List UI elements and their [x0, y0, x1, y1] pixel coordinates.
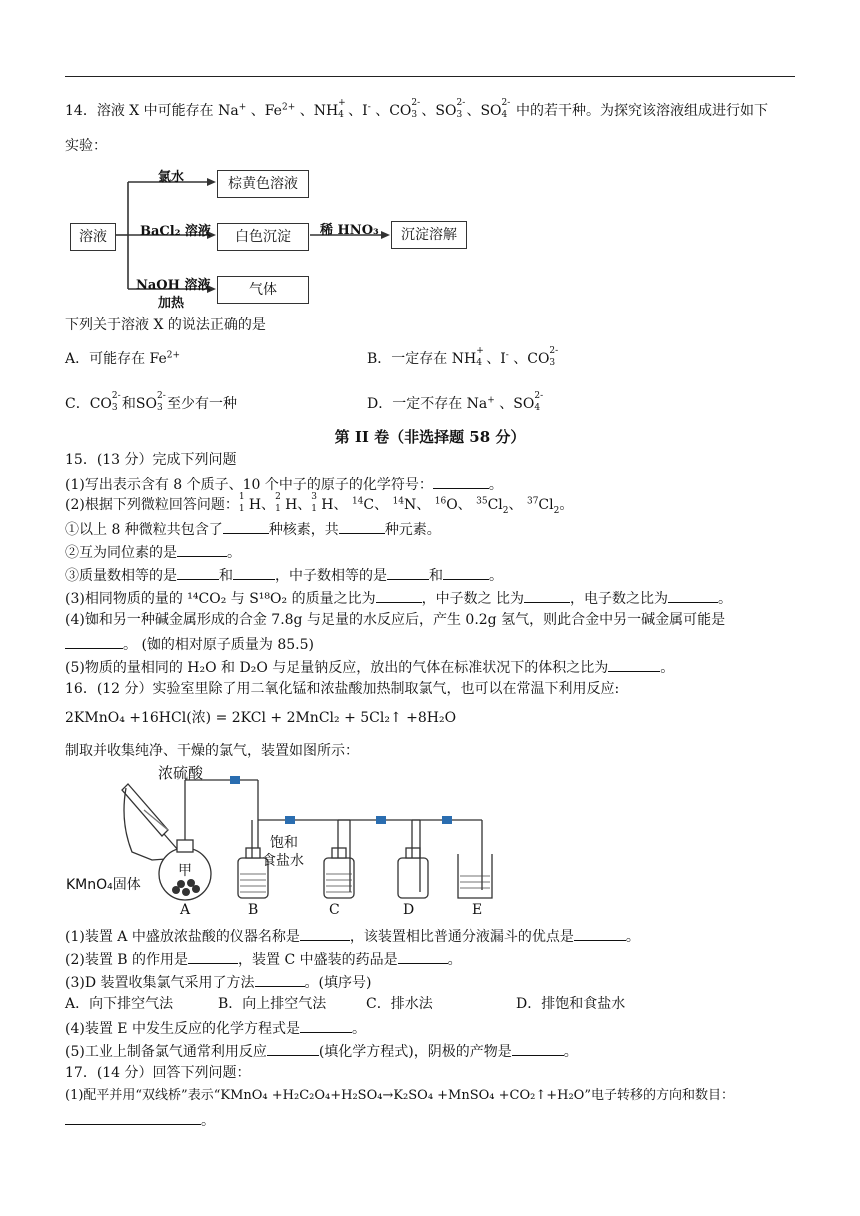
- q17-p1-cont: 。: [65, 1112, 215, 1128]
- q16-head: 16．(12 分）实验室里除了用二氧化锰和浓盐酸加热制取氯气，也可以在常温下利用反应:: [65, 681, 620, 697]
- answer-blank[interactable]: [300, 1020, 352, 1033]
- apparatus-label-a: A: [180, 902, 191, 918]
- flow-result1-box: 棕黄色溶液: [217, 170, 309, 198]
- apparatus-label-d: D: [403, 902, 415, 918]
- q14-stem: 14．溶液 X 中可能存在 Na+ 、$Fe^{2+}$ 、NH + 4 、I- 、CO 2- 3 、SO 2- 3 、SO 2- 4 中的若干种。为探究该溶液组成进行如下: [65, 98, 768, 120]
- q16-p3-option-c[interactable]: C．排水法: [366, 996, 433, 1012]
- q16-p2: (2)装置 B 的作用是 ，装置 C 中盛装的药品是 。: [65, 952, 462, 968]
- header-rule: [65, 76, 795, 77]
- answer-blank[interactable]: [443, 567, 489, 580]
- flow-reagent4b: 加热: [158, 296, 185, 311]
- q15-head: 15．(13 分）完成下列问题: [65, 452, 237, 468]
- q15-p4: (4)铷和另一种碱金属形成的合金 7.8g 与足量的水反应后，产生 0.2g 氢气，则此合金中另一碱金属可能是: [65, 612, 726, 628]
- flow-reagent4a: NaOH 溶液: [136, 278, 211, 293]
- answer-blank[interactable]: [267, 1043, 319, 1056]
- flow-reagent2: BaCl₂ 溶液: [140, 224, 211, 239]
- q16-p4: (4)装置 E 中发生反应的化学方程式是 。: [65, 1021, 366, 1037]
- flow-result4-box: 气体: [217, 276, 309, 304]
- q15-p2a: ①以上 8 种微粒共包含了 种核素，共 种元素。: [65, 522, 441, 538]
- q15-p3: (3)相同物质的量的 ¹⁴CO₂ 与 S¹⁸O₂ 的质量之比为 ，中子数之 比为 ，电子数之比为 。: [65, 591, 733, 607]
- q15-p2: (2)根据下列微粒回答问题： 1 1 H、 2 1 H、 3 1 H、 $^{14}$C、 $^{14}$N、 $^{16}$O、 $^{35}Cl_2$、 $^{37}Cl_2$。: [65, 492, 574, 516]
- apparatus-label-c: C: [329, 902, 340, 918]
- q14-stem-cont: 实验：: [65, 138, 107, 154]
- q14-question: 下列关于溶液 X 的说法正确的是: [65, 317, 266, 333]
- q15-p2b: ②互为同位素的是 。: [65, 545, 241, 561]
- answer-blank[interactable]: [376, 590, 422, 603]
- q14-option-c[interactable]: C．CO 2- 3 和SO 2- 3 至少有一种: [65, 391, 237, 413]
- answer-blank[interactable]: [65, 636, 123, 649]
- answer-blank[interactable]: [524, 590, 570, 603]
- q16-p3: (3)D 装置收集氯气采用了方法 。(填序号): [65, 975, 372, 991]
- q17-head: 17．(14 分）回答下列问题：: [65, 1065, 251, 1081]
- answer-blank[interactable]: [65, 1112, 201, 1125]
- q16-p5: (5)工业上制备氯气通常利用反应 (填化学方程式)，阴极的产物是 。: [65, 1044, 578, 1060]
- q16-p3-option-b[interactable]: B．向上排空气法: [218, 996, 327, 1012]
- apparatus-brine-label-1: 饱和: [270, 835, 298, 851]
- q16-p3-option-a[interactable]: A．向下排空气法: [65, 996, 174, 1012]
- flow-result3-box: 沉淀溶解: [391, 221, 467, 249]
- flow-reagent1: 氯水: [158, 170, 185, 185]
- answer-blank[interactable]: [300, 928, 350, 941]
- q15-p5: (5)物质的量相同的 H₂O 和 D₂O 与足量钠反应，放出的气体在标准状况下的体积之比为 。: [65, 660, 675, 676]
- flow-result2-box: 白色沉淀: [217, 223, 309, 251]
- answer-blank[interactable]: [608, 659, 660, 672]
- q15-p4-cont: 。 (铷的相对原子质量为 85.5): [65, 636, 314, 652]
- apparatus-flask-label: 甲: [178, 863, 192, 879]
- answer-blank[interactable]: [574, 928, 626, 941]
- q16-equation: 2KMnO₄ +16HCl(浓) = 2KCl + 2MnCl₂ + 5Cl₂↑ +8H₂O: [65, 710, 457, 726]
- apparatus-label-e: E: [472, 902, 483, 918]
- answer-blank[interactable]: [339, 521, 385, 534]
- section-title: 第 II 卷（非选择题 58 分）: [334, 428, 526, 446]
- answer-blank[interactable]: [398, 951, 448, 964]
- flow-reagent3: 稀 HNO₃: [320, 223, 379, 238]
- q14-option-d[interactable]: D．一定不存在 Na+ 、SO 2- 4: [367, 391, 544, 413]
- apparatus-solid-label: KMnO₄固体: [66, 877, 141, 893]
- q14-option-b[interactable]: B．一定存在 NH + 4 、I- 、CO 2- 3: [367, 346, 559, 368]
- apparatus-acid-label: 浓硫酸: [158, 764, 204, 782]
- q16-intro: 制取并收集纯净、干燥的氯气，装置如图所示：: [65, 743, 359, 759]
- answer-blank[interactable]: [512, 1043, 564, 1056]
- answer-blank[interactable]: [223, 521, 269, 534]
- q17-p1: (1)配平并用“双线桥”表示“KMnO₄ +H₂C₂O₄+H₂SO₄→K₂SO₄ +MnSO₄ +CO₂↑+H₂O”电子转移的方向和数目：: [65, 1088, 734, 1103]
- q15-p2c: ③质量数相等的是 和 ，中子数相等的是 和 。: [65, 568, 503, 584]
- answer-blank[interactable]: [668, 590, 718, 603]
- answer-blank[interactable]: [233, 567, 275, 580]
- q16-p1: (1)装置 A 中盛放浓盐酸的仪器名称是 ，该装置相比普通分液漏斗的优点是 。: [65, 929, 640, 945]
- q15-p1: (1)写出表示含有 8 个质子、10 个中子的原子的化学符号： 。: [65, 477, 503, 493]
- answer-blank[interactable]: [177, 567, 219, 580]
- answer-blank[interactable]: [188, 951, 238, 964]
- flow-start-box: 溶液: [70, 223, 116, 251]
- answer-blank[interactable]: [255, 974, 305, 987]
- apparatus-brine-label-2: 食盐水: [262, 853, 304, 869]
- answer-blank[interactable]: [433, 476, 489, 489]
- q14-option-a[interactable]: A．可能存在 $Fe^{2+}$: [65, 350, 181, 367]
- answer-blank[interactable]: [387, 567, 429, 580]
- apparatus-label-b: B: [248, 902, 259, 918]
- q16-p3-option-d[interactable]: D．排饱和食盐水: [516, 996, 626, 1012]
- answer-blank[interactable]: [177, 544, 227, 557]
